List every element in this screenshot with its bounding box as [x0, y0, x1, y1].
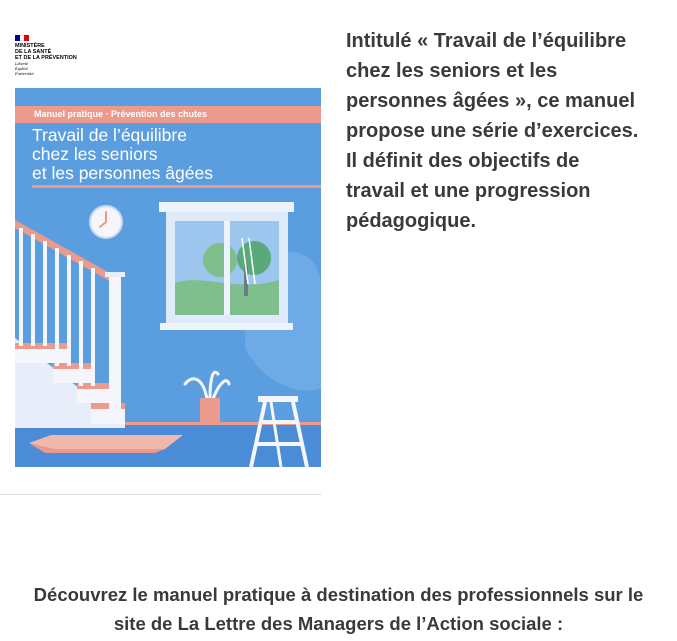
flag-stripe-red	[24, 35, 29, 41]
cover-title	[32, 126, 317, 183]
staircase-illustration	[15, 220, 125, 428]
logo-line-2: DE LA SANTÉ	[15, 49, 52, 55]
cover-title-line-2: chez les seniors	[32, 144, 158, 164]
cover-title-line-1: Travail de l’équilibre	[32, 125, 187, 145]
window-illustration	[159, 202, 294, 330]
vase-illustration	[185, 372, 229, 424]
logo-motto-1: Liberté	[15, 62, 29, 66]
cover-title-underline	[32, 185, 321, 188]
cta-line-2: site de La Lettre des Managers de l’Action sociale :	[113, 613, 564, 634]
cover-card	[0, 0, 321, 495]
logo-line-3: ET DE LA PRÉVENTION	[15, 55, 77, 61]
cover-tag-text: Manuel pratique · Prévention des chutes	[34, 109, 208, 119]
ministry-logo	[15, 35, 105, 85]
logo-motto-2: Égalité	[15, 67, 28, 72]
clock-icon	[90, 206, 122, 238]
manual-cover-image[interactable]	[15, 88, 321, 467]
cta-line-1: Découvrez le manuel pratique à destination des professionnels sur le	[33, 584, 644, 605]
logo-motto-3: Fraternité	[15, 72, 34, 77]
cover-title-line-3: et les personnes âgées	[32, 163, 213, 183]
manual-description: Intitulé « Travail de l’équilibre chez les seniors et les personnes âgées », ce manuel propose une série d’exercices. Il définit des objectifs de travail et une progression pédagogique.	[346, 30, 639, 232]
french-flag-icon	[15, 35, 29, 41]
cover-tag-band	[15, 106, 321, 123]
rug-illustration	[29, 435, 183, 453]
cta-text	[0, 580, 677, 638]
logo-line-1: MINISTÈRE	[15, 43, 45, 49]
